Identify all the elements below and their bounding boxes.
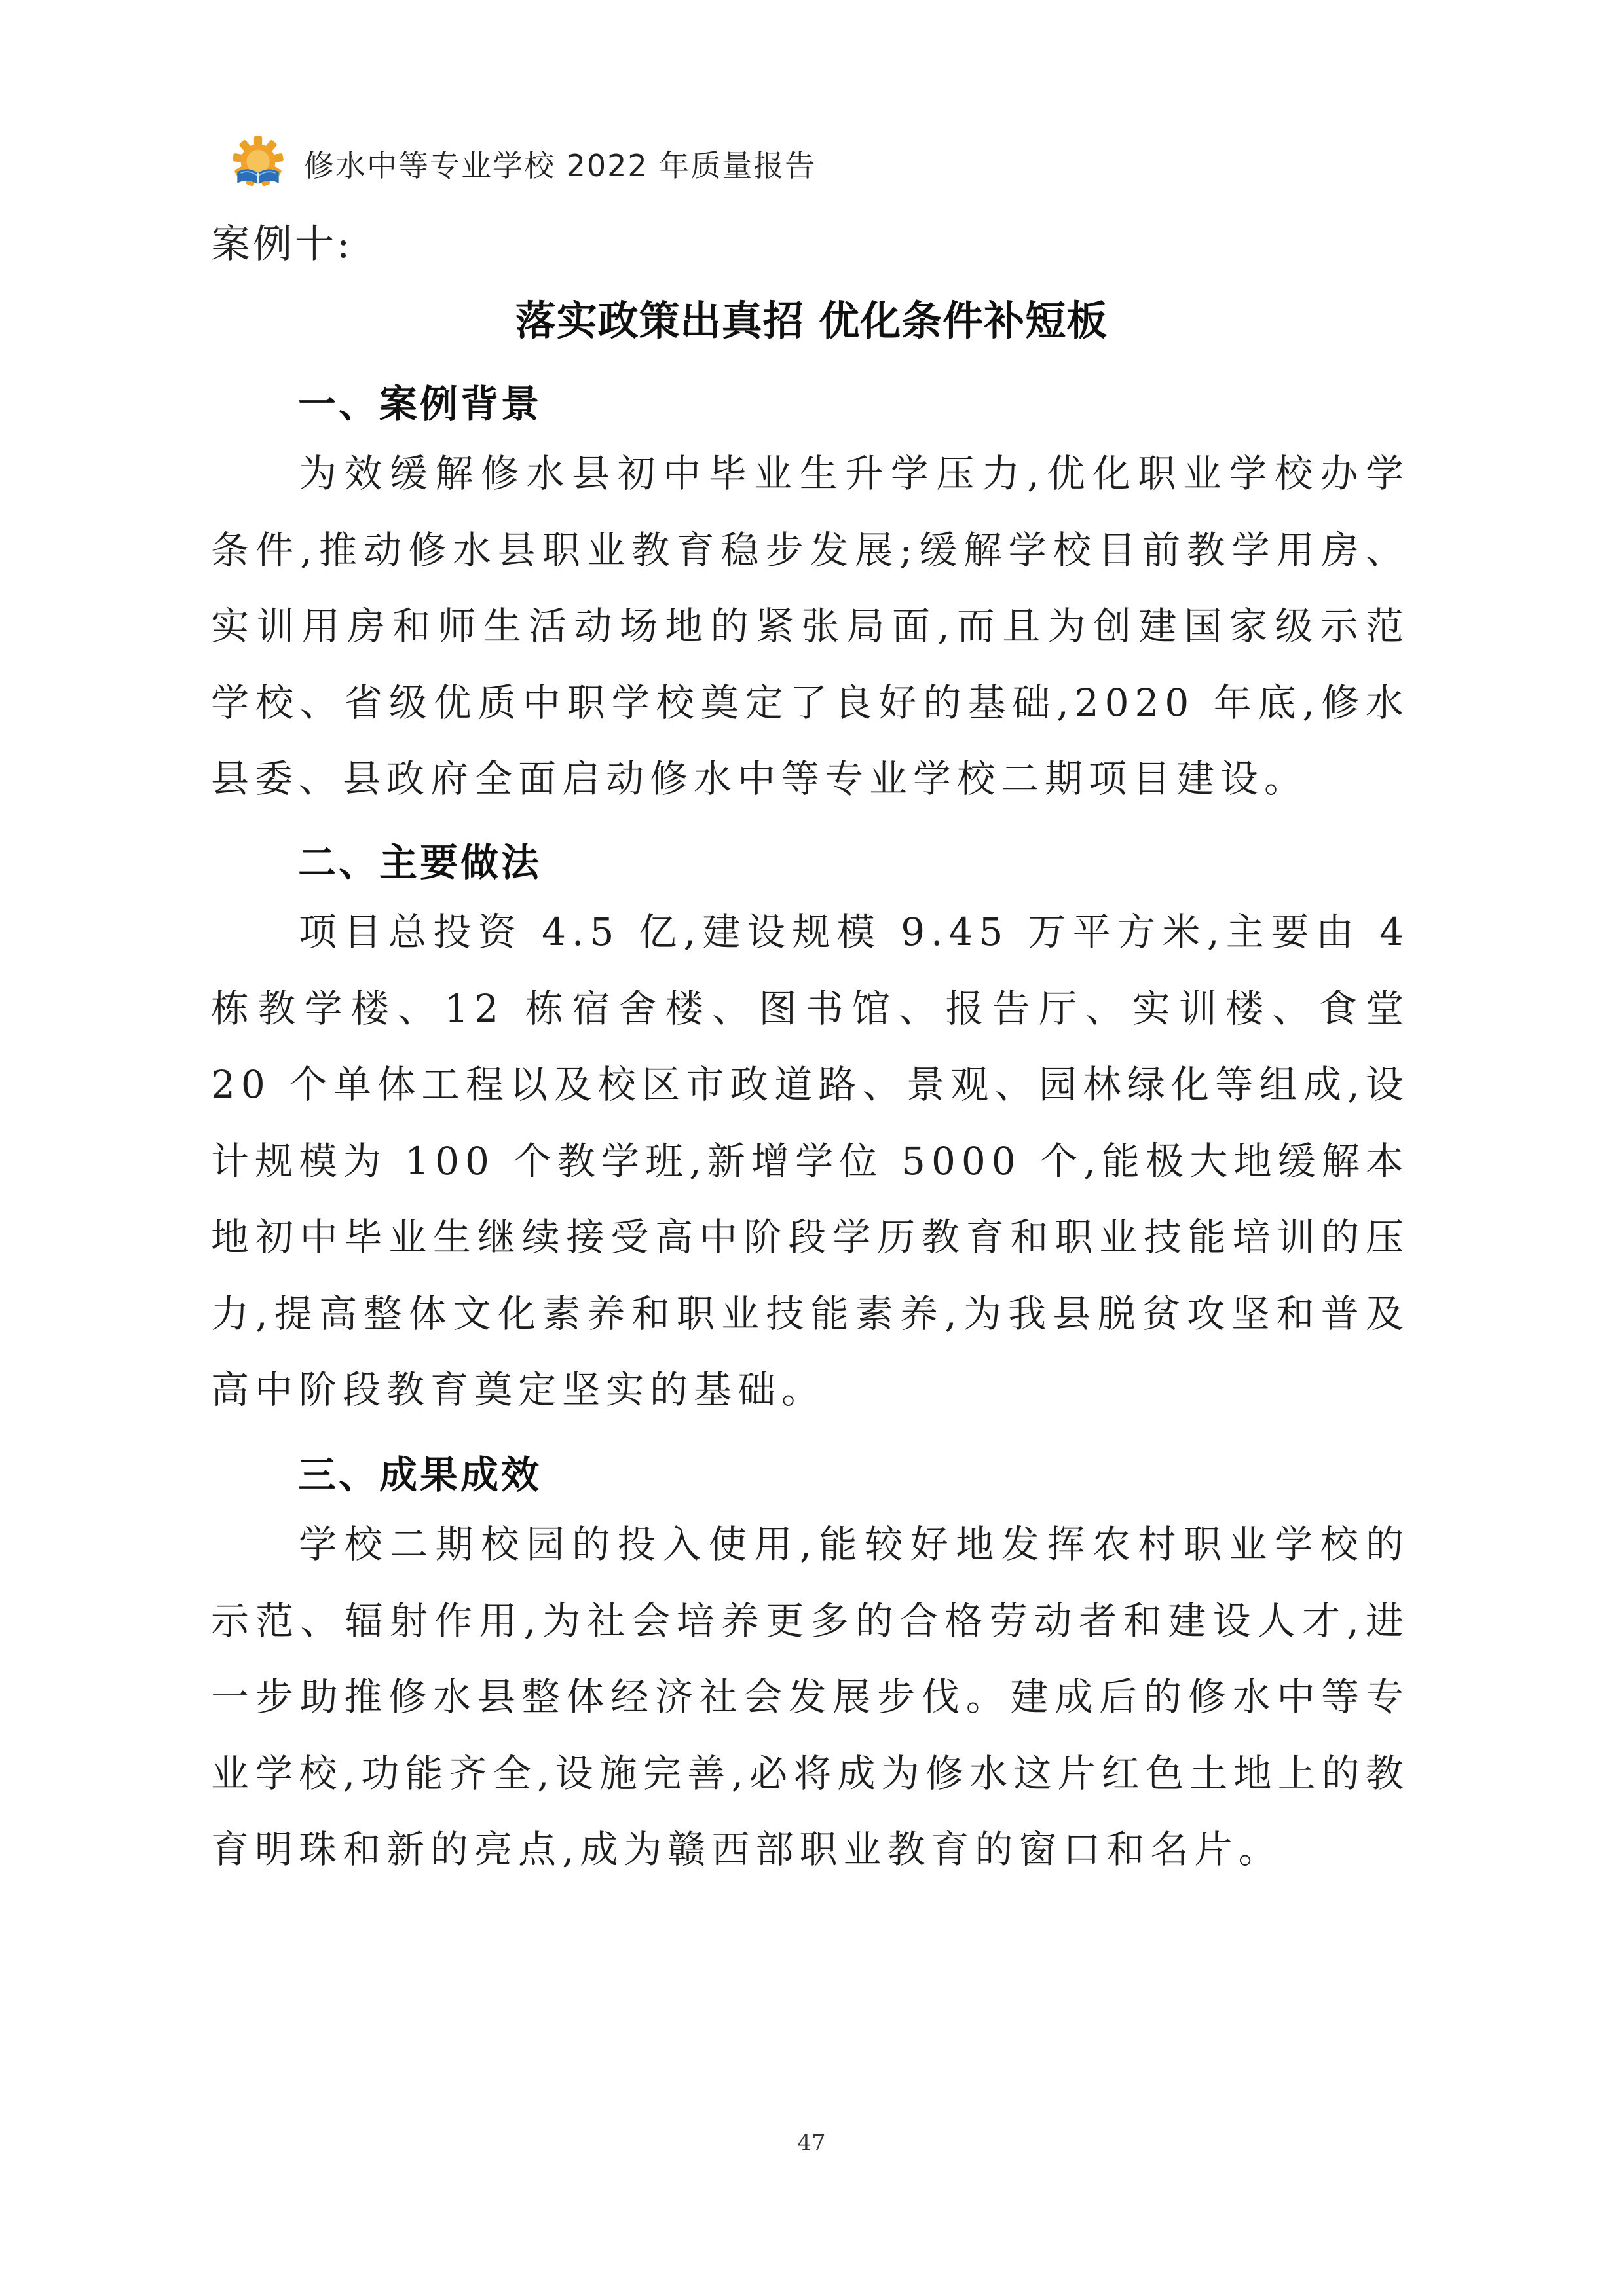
section-paragraph-background: 为效缓解修水县初中毕业生升学压力,优化职业学校办学条件,推动修水县职业教育稳步发展;缓解学校目前教学用房、实训用房和师生活动场地的紧张局面,而且为创建国家级示范学校、省级优质中职学校奠定了良好的基础,2020 年底,修水县委、县政府全面启动修水中等专业学校二期项目建设。 [211, 451, 1409, 801]
page-header [229, 134, 816, 193]
section-heading-results: 三、成果成效 [298, 1453, 542, 1497]
section-paragraph-methods: 项目总投资 4.5 亿,建设规模 9.45 万平方米,主要由 4 栋教学楼、12 栋宿舍楼、图书馆、报告厅、实训楼、食堂 20 个单体工程以及校区市政道路、景观、园林绿化等组成,设计规模为 100 个教学班,新增学位 5000 个,能极大地缓解本地初中毕业生继续接受高中阶段学历教育和职业技能培训的压力,提高整体文化素养和职业技能素养,为我县脱贫攻坚和普及高中阶段教育奠定坚实的基础。 [211, 910, 1409, 1412]
header-title: 修水中等专业学校 2022 年质量报告 [304, 148, 817, 183]
section-heading-background: 一、案例背景 [298, 382, 542, 426]
section-paragraph-results: 学校二期校园的投入使用,能较好地发挥农村职业学校的示范、辐射作用,为社会培养更多的合格劳动者和建设人才,进一步助推修水县整体经济社会发展步伐。建成后的修水中等专业学校,功能齐全,设施完善,必将成为修水这片红色土地上的教育明珠和新的亮点,成为赣西部职业教育的窗口和名片。 [211, 1522, 1409, 1872]
school-logo-icon [229, 135, 287, 193]
section-heading-methods: 二、主要做法 [298, 840, 542, 885]
case-label: 案例十: [211, 221, 353, 267]
page-title: 落实政策出真招 优化条件补短板 [515, 297, 1108, 344]
page-number: 47 [797, 2130, 826, 2156]
